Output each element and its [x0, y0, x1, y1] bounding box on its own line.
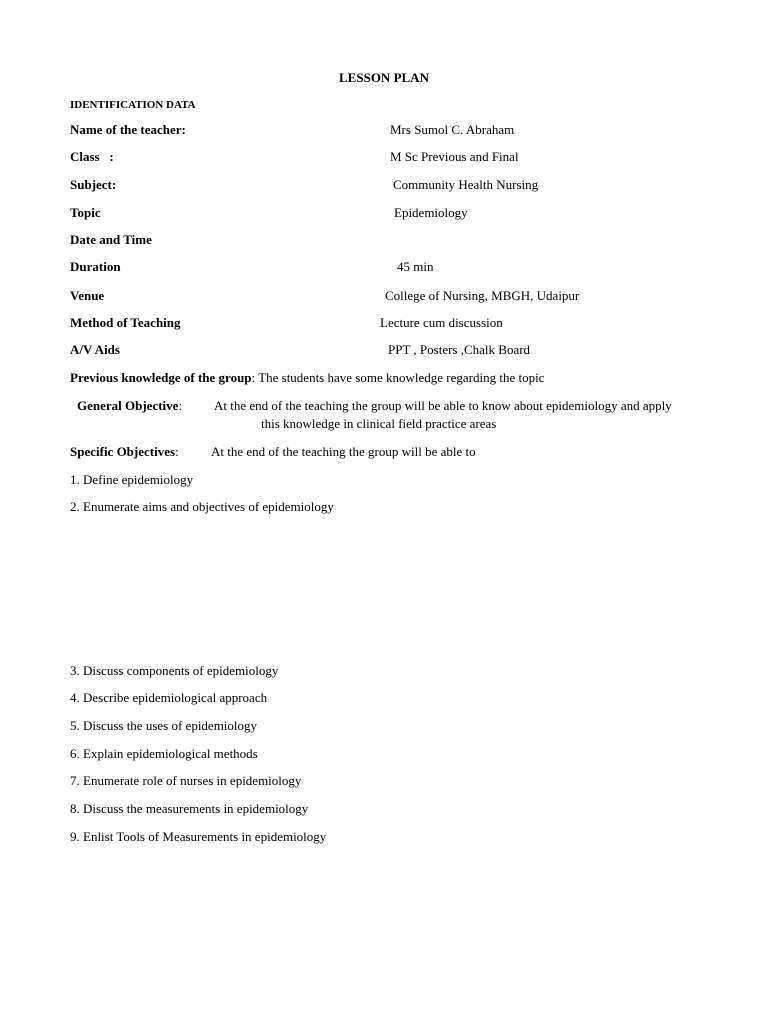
field-label-topic: Topic: [70, 205, 101, 220]
list-item: 9. Enlist Tools of Measurements in epidemiology: [70, 829, 327, 844]
field-value-teacher: Mrs Sumol C. Abraham: [390, 122, 515, 137]
field-value-subject: Community Health Nursing: [393, 177, 539, 192]
field-value-topic: Epidemiology: [394, 205, 468, 220]
section-heading: IDENTIFICATION DATA: [70, 99, 196, 111]
field-label-date-time: Date and Time: [70, 232, 152, 247]
page-title: LESSON PLAN: [339, 70, 429, 85]
field-value-av-aids: PPT , Posters ,Chalk Board: [388, 342, 531, 357]
previous-knowledge: [70, 370, 544, 386]
list-item: 5. Discuss the uses of epidemiology: [70, 718, 258, 733]
colon-separator: :: [178, 398, 183, 413]
general-objective-line2: this knowledge in clinical field practice areas: [261, 416, 497, 431]
list-item: 1. Define epidemiology: [70, 472, 194, 487]
list-item: 7. Enumerate role of nurses in epidemiology: [70, 773, 302, 788]
colon-separator: :: [175, 444, 179, 459]
general-objective-label: General Objective: [77, 398, 179, 413]
field-value-venue: College of Nursing, MBGH, Udaipur: [385, 288, 580, 303]
field-label-duration: Duration: [70, 259, 121, 274]
field-label-av-aids: A/V Aids: [70, 342, 120, 357]
specific-objectives-label: Specific Objectives: [70, 444, 176, 459]
specific-objectives-text: At the end of the teaching the group will be able to: [211, 444, 476, 459]
field-label-method: Method of Teaching: [70, 315, 181, 330]
list-item: 4. Describe epidemiological approach: [70, 690, 268, 705]
field-label-venue: Venue: [70, 288, 105, 303]
general-objective-label-wrap: [77, 398, 182, 414]
field-value-class: M Sc Previous and Final: [390, 149, 519, 164]
field-label-class: Class :: [70, 149, 114, 164]
list-item: 8. Discuss the measurements in epidemiology: [70, 801, 309, 816]
field-value-method: Lecture cum discussion: [380, 315, 503, 330]
field-label-subject: Subject:: [70, 177, 117, 192]
list-item: 6. Explain epidemiological methods: [70, 746, 258, 761]
previous-knowledge-text: The students have some knowledge regarding the topic: [258, 370, 545, 385]
list-item: 2. Enumerate aims and objectives of epidemiology: [70, 499, 334, 514]
colon-separator: :: [251, 370, 256, 385]
list-item: 3. Discuss components of epidemiology: [70, 663, 279, 678]
field-value-duration: 45 min: [397, 259, 434, 274]
specific-objectives-label-wrap: [70, 444, 179, 460]
previous-knowledge-label: Previous knowledge of the group: [70, 370, 252, 385]
general-objective-line1: At the end of the teaching the group will be able to know about epidemiology and apply: [214, 398, 672, 413]
field-label-teacher: Name of the teacher:: [70, 122, 186, 137]
